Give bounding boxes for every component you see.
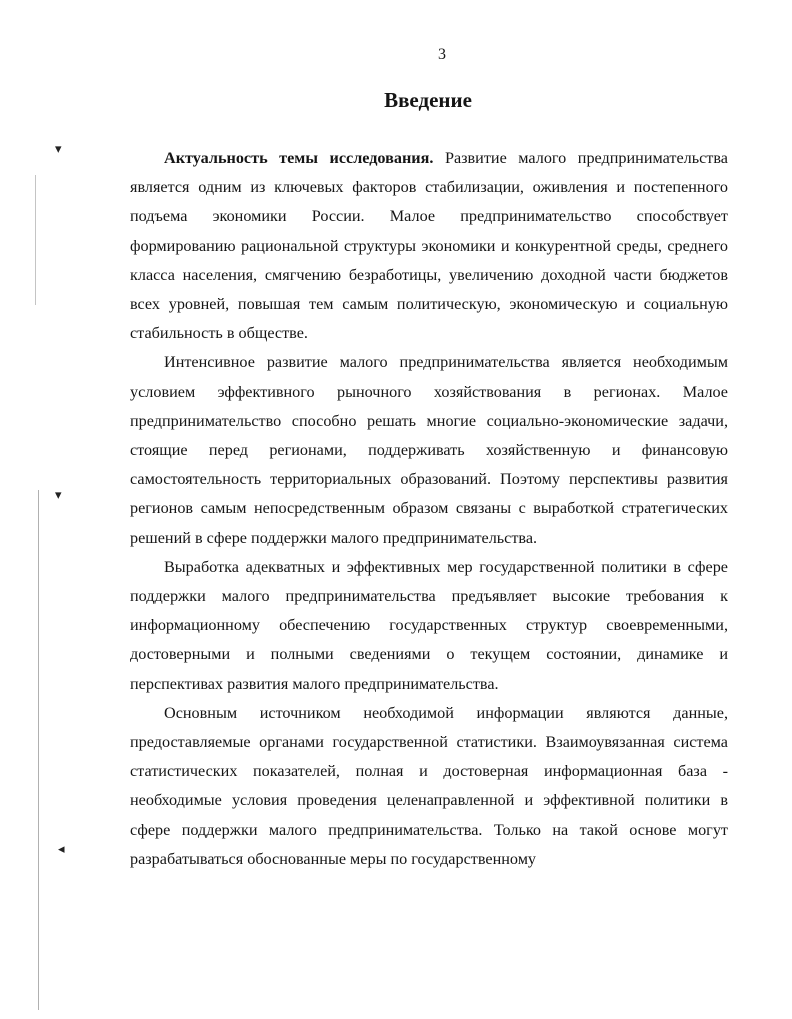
paragraph: Интенсивное развитие малого предпринимательства является необходимым условием эффективного рыночного хозяйствования в регионах. Малое предпринимательство способно решать многие социально-экономические задачи, стоящие перед регионами, поддерживать хозяйственную и финансовую самостоятельность территориальных образований. Поэтому перспективы развития регионов самым непосредственным образом связаны с выработкой стратегических решений в сфере поддержки малого предпринимательства. (130, 353, 728, 547)
paragraph-text: Развитие малого предпринимательства является одним из ключевых факторов стабилизации, оживления и постепенного подъема экономики России. Малое предпринимательство способствует формированию рациональной структуры экономики и конкурентной среды, среднего класса населения, смягчению безработицы, увеличению доходной части бюджетов всех уровней, повышая тем самым политическую, экономическую и социальную стабильность в обществе. (130, 149, 728, 343)
scan-margin-line (38, 490, 39, 1010)
page-number: 3 (438, 46, 446, 63)
paragraph: Основным источником необходимой информации являются данные, предоставляемые органами государственной статистики. Взаимоувязанная система статистических показателей, полная и достоверная информационная база - необходимые условия проведения целенаправленной и эффективной политики в сфере поддержки малого предпринимательства. Только на такой основе могут разрабатываться обоснованные меры по государственному (130, 703, 728, 868)
paragraph-relevance (130, 144, 728, 348)
page-title: Введение (384, 88, 472, 112)
scan-mark: ▾ (55, 488, 62, 503)
scan-margin-line (35, 175, 36, 305)
paragraph: Выработка адекватных и эффективных мер государственной политики в сфере поддержки малого предпринимательства предъявляет высокие требования к информационному обеспечению государственных структур своевременными, достоверными и полными сведениями о текущем состоянии, динамике и перспективах развития малого предпринимательства. (130, 557, 728, 693)
paragraph-lead: Актуальность темы исследования. (164, 149, 434, 167)
document-body (130, 144, 728, 874)
scan-mark: ◂ (58, 842, 65, 857)
scan-mark: ▾ (55, 142, 62, 157)
